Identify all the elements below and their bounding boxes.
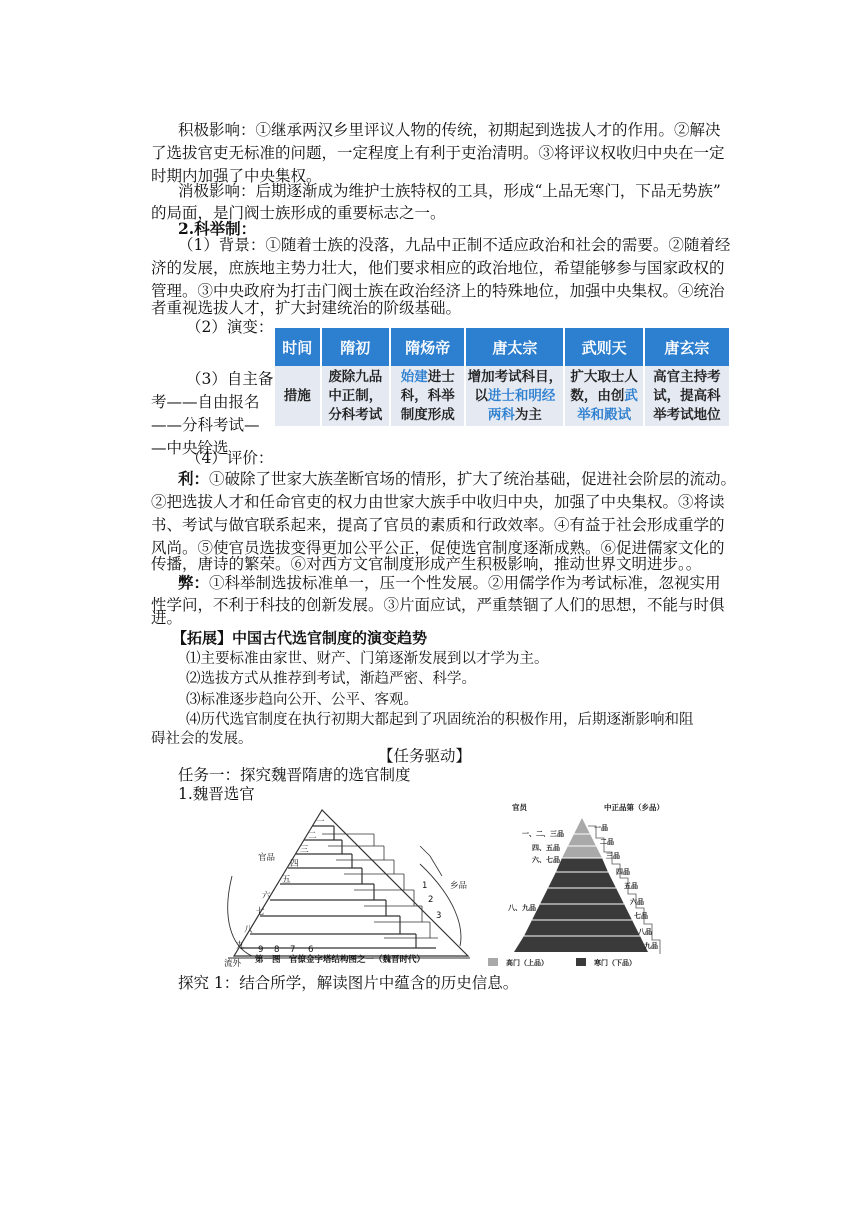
pros-label: 利： — [178, 469, 210, 488]
negative-line-1: 消极影响：后期逐渐成为维护士族特权的工具，形成“上品无寒门，下品无势族” — [178, 182, 721, 200]
fig2-right-label: 七品 — [634, 912, 648, 920]
cons-line-3: 进。 — [151, 609, 183, 627]
gentry-commoner-pyramid-figure — [484, 800, 700, 970]
table-cell — [390, 366, 465, 426]
bureaucracy-pyramid-figure — [224, 806, 476, 976]
pros-line-4: 风尚。⑤使官员选拔变得更加公平公正，促使选官制度逐渐成熟。⑥促进儒家文化的 — [151, 539, 725, 557]
table-cell — [465, 366, 564, 426]
cell-line: 增加考试科目， — [467, 368, 563, 385]
pros-line-3: 书、考试与做官联系起来，提高了官员的素质和行政效率。④有益于社会形成重学的 — [151, 516, 725, 534]
fig1-bottom-num: 8 — [274, 945, 280, 955]
fig2-right-label: 八品 — [638, 928, 652, 936]
cons-label: 弊： — [178, 573, 210, 592]
pyramid-band-dark — [524, 920, 640, 936]
cons-text: ①科举制选拔标准单一，压一个性发展。②用儒学作为考试标准，忽视实用 — [209, 574, 721, 592]
extension-item-3: ⑶标准逐步趋向公开、公平、客观。 — [186, 692, 418, 708]
legend-dark-swatch — [576, 958, 586, 966]
fig2-col-left-label: 官员 — [512, 803, 527, 812]
auto-line-4: —中央铨选 — [151, 439, 229, 457]
cell-line: 制度形成 — [400, 406, 455, 423]
fig2-right-label: 五品 — [624, 882, 638, 890]
fig1-rank-label: 四 — [290, 859, 299, 869]
pros-text: ①破除了世家大族垄断官场的情形，扩大了统治基础，促进社会阶层的流动。 — [209, 470, 737, 488]
fig1-rank-label: 七 — [256, 907, 265, 917]
fig2-left-label: 八、九品 — [508, 904, 536, 912]
fig2-right-label: 四品 — [616, 868, 630, 876]
fig1-rank-label: 六 — [262, 891, 271, 901]
fig1-right-num: 1 — [422, 881, 428, 891]
fig2-left-label: 六、七品 — [532, 856, 560, 864]
keju-bg-line-1: （1）背景：①随着士族的没落，九品中正制不适应政治和社会的需要。②随着经 — [178, 236, 731, 254]
pros-line-5: 传播，唐诗的繁荣。⑥对西方文官制度形成产生积极影响，推动世界文明进步。。 — [151, 555, 702, 573]
cell-line: 高官主持考 — [653, 368, 721, 385]
cell-line: 废除九品 — [328, 368, 383, 385]
pyramid-band-light — [574, 818, 590, 834]
cell-text: 数，由创 — [570, 387, 625, 404]
keju-bg-line-3: 管理。③中央政府为打击门阀士族在政治经济上的特殊地位，加强中央集权。④统治 — [151, 282, 725, 300]
fig1-bottom-num: 7 — [290, 945, 296, 955]
highlight-text: 举和殿试 — [577, 406, 632, 423]
table-header-cell: 隋初 — [321, 328, 390, 366]
cell-text: 以 — [474, 387, 488, 404]
cell-text: 为主 — [514, 406, 542, 423]
fig2-right-label: 三品 — [606, 852, 620, 860]
cons-line-2: 性学问，不利于科技的创新发展。③片面应试，严重禁锢了人们的思想，不能与时俱 — [151, 596, 725, 614]
table-header-cell: 唐玄宗 — [644, 328, 730, 366]
fig1-right-num: 2 — [428, 895, 434, 905]
cons-line-1 — [178, 572, 721, 594]
keju-heading: 2.科举制： — [178, 219, 257, 238]
pyramid-band-dark — [532, 904, 632, 920]
pyramid-band-dark — [540, 888, 624, 904]
positive-line-1: 积极影响：①继承两汉乡里评议人物的传统，初期起到选拔人才的作用。②解决 — [178, 121, 721, 139]
keju-bg-line-4: 者重视选拔人才，扩大封建统治的阶级基础。 — [151, 299, 462, 317]
keju-evolution-table — [275, 328, 731, 426]
fig2-left-label: 四、五品 — [532, 844, 560, 852]
table-header-row — [275, 328, 730, 366]
cell-line — [466, 406, 563, 425]
cell-line — [391, 368, 464, 387]
fig2-left-label: 一、二、三品 — [522, 830, 564, 838]
positive-line-3: 时期内加强了中央集权。 — [151, 167, 322, 185]
cell-text: 进士 — [427, 368, 455, 385]
pros-line-2: ②把选拔人才和任命官吏的权力由世家大族手中收归中央，加强了中央集权。③将读 — [151, 493, 725, 511]
fig1-right-num: 3 — [436, 911, 442, 921]
keju-bg-line-2: 济的发展，庶族地主势力壮大，他们要求相应的政治地位，希望能够参与国家政权的 — [151, 259, 725, 277]
highlight-text: 武 — [624, 387, 638, 404]
extension-item-4a: ⑷历代选官制度在执行初期大都起到了巩固统治的积极作用，后期逐渐影响和阻 — [186, 712, 694, 728]
fig1-caption: 第一图 官僚金字塔结构图之一（魏晋时代） — [255, 955, 426, 965]
fig1-liuwai-label: 流外 — [224, 959, 242, 969]
cell-line: 举考试地位 — [653, 406, 721, 423]
pyramid-band-dark — [514, 936, 648, 952]
table-header-cell: 时间 — [275, 328, 321, 366]
highlight-text: 两科 — [487, 406, 515, 423]
keju-evolution-label: （2）演变： — [186, 318, 274, 336]
fig1-rank-label: 九 — [236, 941, 245, 951]
cell-line: 分科考试 — [328, 406, 383, 423]
legend-light-label: 高门（上品） — [506, 959, 548, 967]
fig1-rank-label: 三 — [300, 845, 309, 855]
pyramid-band-dark — [548, 872, 616, 888]
fig1-rank-label: 一 — [316, 817, 325, 827]
fig1-xiang-label: 乡品 — [450, 881, 468, 891]
cell-line: 扩大取士人 — [570, 368, 638, 385]
table-row — [275, 366, 730, 426]
pyramid-band-light — [568, 834, 596, 846]
table-cell — [564, 366, 643, 426]
cell-line — [565, 406, 642, 425]
table-header-cell: 唐太宗 — [465, 328, 564, 366]
fig2-right-label: 二品 — [600, 838, 614, 846]
fig1-bottom-num: 9 — [258, 945, 264, 955]
cell-line: 试，提高科 — [653, 387, 721, 404]
table-row-label: 措施 — [275, 366, 321, 426]
fig1-rank-label: 八 — [244, 925, 253, 935]
table-header-cell: 隋炀帝 — [390, 328, 465, 366]
explore-question-1: 探究 1：结合所学，解读图片中蕴含的历史信息。 — [178, 974, 519, 992]
legend-light-swatch — [488, 958, 498, 966]
highlight-text: 进士和明经 — [487, 387, 556, 404]
extension-item-4b: 碍社会的发展。 — [151, 731, 253, 747]
auto-line-2: 考——自由报名 — [151, 393, 260, 411]
fig1-rank-label: 二 — [308, 831, 317, 841]
table-header-cell: 武则天 — [564, 328, 643, 366]
task-sub-heading: 1.魏晋选官 — [178, 785, 255, 803]
extension-title: 【拓展】中国古代选官制度的演变趋势 — [172, 629, 428, 647]
keju-eval-label: （4）评价： — [186, 449, 274, 467]
negative-line-2: 的局面，是门阀士族形成的重要标志之一。 — [151, 204, 446, 222]
cell-line — [565, 387, 642, 406]
auto-line-3: ——分科考试— — [151, 416, 260, 434]
task-drive-heading: 【任务驱动】 — [378, 747, 472, 765]
cell-line: 中正制， — [328, 387, 383, 404]
table-cell — [321, 366, 390, 426]
fig1-guan-label: 官品 — [258, 853, 276, 863]
auto-line-1: （3）自主备 — [186, 370, 274, 388]
task-one-heading: 任务一：探究魏晋隋唐的选官制度 — [178, 766, 411, 784]
pyramid-band-dark — [556, 858, 608, 872]
pyramid-band-light — [562, 846, 602, 858]
table-cell — [644, 366, 730, 426]
cell-line: 科，科举 — [400, 387, 455, 404]
legend-dark-label: 寒门（下品） — [594, 959, 636, 967]
fig1-bottom-num: 6 — [308, 945, 314, 955]
fig2-right-label: 九品 — [644, 942, 658, 950]
fig2-right-label: 一品 — [594, 824, 608, 832]
extension-item-2: ⑵选拔方式从推荐到考试，渐趋严密、科学。 — [186, 671, 476, 687]
highlight-text: 始建 — [400, 368, 428, 385]
extension-item-1: ⑴主要标准由家世、财产、门第逐渐发展到以才学为主。 — [186, 651, 549, 667]
fig2-col-right-label: 中正品第（乡品） — [604, 803, 664, 812]
pros-line-1 — [178, 468, 736, 490]
positive-line-2: 了选拔官吏无标准的问题，一定程度上有利于吏治清明。③将评议权收归中央在一定 — [151, 144, 725, 162]
fig2-right-label: 六品 — [630, 898, 644, 906]
cell-line — [466, 387, 563, 406]
fig1-rank-label: 五 — [282, 875, 291, 885]
